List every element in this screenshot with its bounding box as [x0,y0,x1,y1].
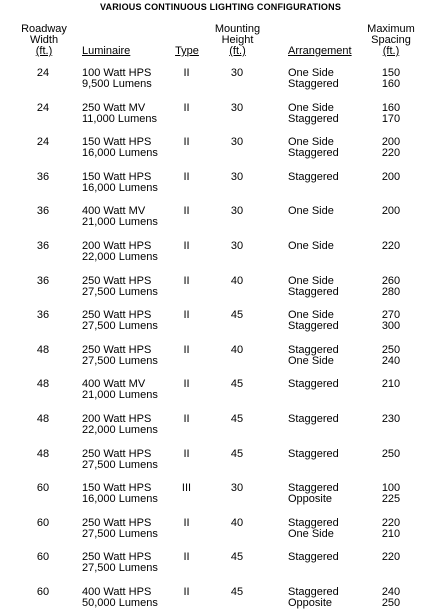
mounting-height-cell [222,172,252,183]
table-row [0,103,441,127]
type-value: II [183,136,190,148]
luminaire-cell [82,449,158,471]
spacing-primary: 160 [381,102,401,114]
luminaire-wattage: 400 Watt MV [82,378,146,390]
spacing-cell [371,206,411,228]
arrangement-cell [288,68,339,90]
width-value: 36 [36,240,50,252]
mounting-height-cell [222,552,252,563]
mounting-height-cell [222,137,252,148]
spacing-secondary: 240 [381,355,401,367]
arrangement-primary: Staggered [288,413,339,425]
spacing-cell [371,172,411,194]
type-value: II [183,205,190,217]
roadway-width-cell [23,449,63,460]
mounting-height-cell [222,68,252,79]
mounting-height-value: 45 [230,448,244,460]
spacing-cell [371,276,411,298]
luminaire-cell [82,518,158,540]
table-row [0,68,441,92]
type-cell [174,137,199,148]
spacing-secondary: 210 [381,528,401,540]
roadway-width-cell [23,276,63,287]
mounting-height-value: 30 [230,240,244,252]
type-cell [174,310,199,321]
header-arrangement [288,46,352,57]
spacing-primary: 200 [381,171,401,183]
spacing-primary: 270 [381,309,401,321]
luminaire-wattage: 200 Watt HPS [82,240,152,252]
mounting-height-cell [222,414,252,425]
luminaire-cell [82,172,158,194]
type-cell [174,414,199,425]
arrangement-secondary [288,425,339,436]
mounting-height-value: 30 [230,171,244,183]
arrangement-secondary [288,217,334,228]
header-mounting-line1: Mounting [214,23,261,35]
arrangement-secondary [288,460,339,471]
width-value: 48 [36,448,50,460]
header-width-line2: Width [29,34,59,46]
table-row [0,345,441,369]
spacing-primary: 220 [381,517,401,529]
header-mounting-line3: (ft.) [229,45,246,57]
arrangement-cell [288,241,334,263]
spacing-cell [371,379,411,401]
table-row [0,379,441,403]
mounting-height-value: 45 [230,586,244,598]
arrangement-cell [288,379,339,401]
spacing-secondary [371,460,411,471]
arrangement-primary: Staggered [288,517,339,529]
roadway-width-cell [23,414,63,425]
type-cell [174,172,199,183]
arrangement-cell [288,103,339,125]
mounting-height-cell [222,449,252,460]
luminaire-cell [82,310,158,332]
header-arrangement-label: Arrangement [288,45,352,57]
mounting-height-value: 45 [230,551,244,563]
mounting-height-cell [222,518,252,529]
arrangement-cell [288,483,339,505]
spacing-primary: 260 [381,275,401,287]
width-value: 60 [36,517,50,529]
arrangement-secondary: Staggered [288,286,339,298]
spacing-secondary [371,252,411,263]
spacing-cell [371,449,411,471]
table-row [0,414,441,438]
luminaire-lumens: 21,000 Lumens [82,389,158,401]
roadway-width-cell [23,379,63,390]
mounting-height-value: 30 [230,136,244,148]
type-cell [174,483,199,494]
arrangement-primary: Staggered [288,378,339,390]
mounting-height-cell [222,241,252,252]
arrangement-primary: Staggered [288,586,339,598]
mounting-height-value: 30 [230,205,244,217]
table-row [0,276,441,300]
luminaire-wattage: 150 Watt HPS [82,136,152,148]
type-cell [174,276,199,287]
width-value: 48 [36,344,50,356]
spacing-cell [371,587,411,609]
arrangement-primary: One Side [288,240,334,252]
table-row [0,449,441,473]
spacing-primary: 100 [381,482,401,494]
table-row [0,518,441,542]
mounting-height-value: 45 [230,378,244,390]
spacing-secondary [371,563,411,574]
spacing-secondary [371,217,411,228]
mounting-height-cell [222,276,252,287]
luminaire-lumens: 27,500 Lumens [82,286,158,298]
mounting-height-value: 40 [230,344,244,356]
width-value: 48 [36,413,50,425]
spacing-cell [371,103,411,125]
spacing-secondary: 225 [381,493,401,505]
luminaire-lumens: 27,500 Lumens [82,528,158,540]
type-cell [174,345,199,356]
arrangement-cell [288,310,339,332]
arrangement-cell [288,276,339,298]
arrangement-primary: Staggered [288,344,339,356]
type-value: II [183,551,190,563]
arrangement-secondary: Staggered [288,113,339,125]
arrangement-secondary [288,563,339,574]
width-value: 24 [36,102,50,114]
width-value: 36 [36,171,50,183]
arrangement-secondary: Staggered [288,78,339,90]
arrangement-secondary: Opposite [288,493,333,505]
table-row [0,552,441,576]
luminaire-cell [82,276,158,298]
arrangement-primary: One Side [288,275,334,287]
spacing-cell [371,518,411,540]
arrangement-cell [288,137,339,159]
type-value: II [183,309,190,321]
arrangement-cell [288,206,334,228]
mounting-height-value: 30 [230,482,244,494]
spacing-primary: 250 [381,448,401,460]
mounting-height-cell [222,379,252,390]
spacing-cell [371,483,411,505]
spacing-cell [371,241,411,263]
type-cell [174,552,199,563]
spacing-secondary: 220 [381,147,401,159]
spacing-secondary: 160 [381,78,401,90]
spacing-secondary [371,183,411,194]
width-value: 48 [36,378,50,390]
table-row [0,587,441,611]
roadway-width-cell [23,552,63,563]
type-cell [174,449,199,460]
mounting-height-cell [222,103,252,114]
luminaire-cell [82,552,158,574]
roadway-width-cell [23,172,63,183]
header-spacing-line3: (ft.) [382,45,400,57]
roadway-width-cell [23,310,63,321]
luminaire-wattage: 400 Watt HPS [82,586,152,598]
luminaire-lumens: 9,500 Lumens [82,78,152,90]
table-row [0,483,441,507]
type-value: II [183,586,190,598]
type-value: II [183,171,190,183]
spacing-cell [371,310,411,332]
luminaire-wattage: 250 Watt HPS [82,309,152,321]
luminaire-wattage: 250 Watt HPS [82,517,152,529]
mounting-height-cell [222,206,252,217]
luminaire-wattage: 100 Watt HPS [82,67,152,79]
type-cell [174,241,199,252]
type-cell [174,103,199,114]
spacing-primary: 250 [381,344,401,356]
luminaire-cell [82,206,158,228]
type-value: II [183,275,190,287]
arrangement-primary: One Side [288,205,334,217]
arrangement-cell [288,172,339,194]
arrangement-primary: Staggered [288,171,339,183]
type-value: II [183,413,190,425]
type-cell [174,379,199,390]
table-row [0,241,441,265]
width-value: 60 [36,586,50,598]
arrangement-secondary: Staggered [288,320,339,332]
luminaire-wattage: 250 Watt HPS [82,275,152,287]
header-type [172,46,202,57]
arrangement-secondary: One Side [288,528,334,540]
arrangement-primary: One Side [288,102,334,114]
mounting-height-value: 40 [230,517,244,529]
header-maximum-spacing [362,24,420,57]
luminaire-lumens: 22,000 Lumens [82,424,158,436]
width-value: 36 [36,205,50,217]
arrangement-primary: One Side [288,309,334,321]
luminaire-lumens: 11,000 Lumens [82,113,158,125]
spacing-primary: 210 [381,378,401,390]
width-value: 36 [36,275,50,287]
spacing-secondary: 170 [381,113,401,125]
type-value: II [183,378,190,390]
arrangement-primary: Staggered [288,448,339,460]
header-width-line3: (ft.) [35,45,53,57]
arrangement-secondary: One Side [288,355,334,367]
arrangement-secondary [288,390,339,401]
luminaire-cell [82,241,158,263]
spacing-secondary [371,390,411,401]
header-type-label: Type [175,45,199,57]
header-spacing-line2: Spacing [371,34,411,46]
spacing-cell [371,414,411,436]
arrangement-secondary: Opposite [288,597,333,609]
luminaire-wattage: 250 Watt HPS [82,448,152,460]
spacing-primary: 240 [381,586,401,598]
arrangement-cell [288,414,339,436]
header-luminaire [82,46,130,57]
luminaire-cell [82,379,158,401]
type-cell [174,206,199,217]
luminaire-wattage: 250 Watt HPS [82,344,152,356]
spacing-cell [371,137,411,159]
luminaire-wattage: 150 Watt HPS [82,171,152,183]
arrangement-cell [288,518,339,540]
luminaire-lumens: 16,000 Lumens [82,147,158,159]
spacing-secondary: 250 [381,597,401,609]
header-width-line1: Roadway [21,23,67,35]
roadway-width-cell [23,518,63,529]
luminaire-wattage: 250 Watt HPS [82,551,152,563]
header-luminaire-label: Luminaire [82,45,131,57]
arrangement-secondary [288,252,334,263]
type-cell [174,587,199,598]
table-title: VARIOUS CONTINUOUS LIGHTING CONFIGURATIONS [99,2,342,12]
type-cell [174,518,199,529]
luminaire-lumens: 27,500 Lumens [82,562,158,574]
mounting-height-value: 45 [230,309,244,321]
roadway-width-cell [23,68,63,79]
arrangement-secondary [288,183,339,194]
width-value: 36 [36,309,50,321]
width-value: 24 [36,136,50,148]
arrangement-primary: One Side [288,67,334,79]
luminaire-cell [82,483,158,505]
spacing-primary: 200 [381,136,401,148]
luminaire-cell [82,345,158,367]
table-row [0,137,441,161]
roadway-width-cell [23,483,63,494]
arrangement-primary: One Side [288,136,334,148]
width-value: 24 [36,67,50,79]
type-value: II [183,240,190,252]
luminaire-lumens: 16,000 Lumens [82,182,158,194]
spacing-cell [371,345,411,367]
luminaire-cell [82,103,157,125]
luminaire-cell [82,587,158,609]
type-value: II [183,344,190,356]
spacing-primary: 150 [381,67,401,79]
luminaire-wattage: 250 Watt MV [82,102,146,114]
luminaire-wattage: 400 Watt MV [82,205,146,217]
arrangement-cell [288,449,339,471]
header-mounting-height [210,24,265,57]
luminaire-lumens: 22,000 Lumens [82,251,158,263]
roadway-width-cell [23,241,63,252]
arrangement-primary: Staggered [288,482,339,494]
header-mounting-line2: Height [221,34,254,46]
mounting-height-cell [222,483,252,494]
arrangement-cell [288,587,339,609]
luminaire-lumens: 27,500 Lumens [82,320,158,332]
spacing-secondary [371,425,411,436]
mounting-height-cell [222,587,252,598]
header-roadway-width [18,24,70,57]
roadway-width-cell [23,137,63,148]
mounting-height-value: 45 [230,413,244,425]
roadway-width-cell [23,206,63,217]
table-row [0,206,441,230]
luminaire-wattage: 150 Watt HPS [82,482,152,494]
spacing-primary: 230 [381,413,401,425]
type-cell [174,68,199,79]
width-value: 60 [36,482,50,494]
spacing-cell [371,552,411,574]
mounting-height-cell [222,310,252,321]
spacing-primary: 200 [381,205,401,217]
roadway-width-cell [23,345,63,356]
luminaire-wattage: 200 Watt HPS [82,413,152,425]
luminaire-lumens: 21,000 Lumens [82,216,158,228]
luminaire-cell [82,414,158,436]
table-row [0,172,441,196]
type-value: II [183,67,190,79]
luminaire-cell [82,137,158,159]
mounting-height-value: 30 [230,67,244,79]
spacing-secondary: 280 [381,286,401,298]
mounting-height-value: 40 [230,275,244,287]
luminaire-cell [82,68,152,90]
luminaire-lumens: 16,000 Lumens [82,493,158,505]
header-spacing-line1: Maximum [367,23,415,35]
mounting-height-value: 30 [230,102,244,114]
spacing-secondary: 300 [381,320,401,332]
arrangement-cell [288,552,339,574]
spacing-primary: 220 [381,551,401,563]
type-value: II [183,448,190,460]
arrangement-cell [288,345,339,367]
type-value: II [183,517,190,529]
spacing-cell [371,68,411,90]
roadway-width-cell [23,103,63,114]
table-row [0,310,441,334]
arrangement-primary: Staggered [288,551,339,563]
arrangement-secondary: Staggered [288,147,339,159]
roadway-width-cell [23,587,63,598]
mounting-height-cell [222,345,252,356]
luminaire-lumens: 27,500 Lumens [82,459,158,471]
spacing-primary: 220 [381,240,401,252]
luminaire-lumens: 50,000 Lumens [82,597,158,609]
type-value: III [181,482,192,494]
luminaire-lumens: 27,500 Lumens [82,355,158,367]
width-value: 60 [36,551,50,563]
type-value: II [183,102,190,114]
